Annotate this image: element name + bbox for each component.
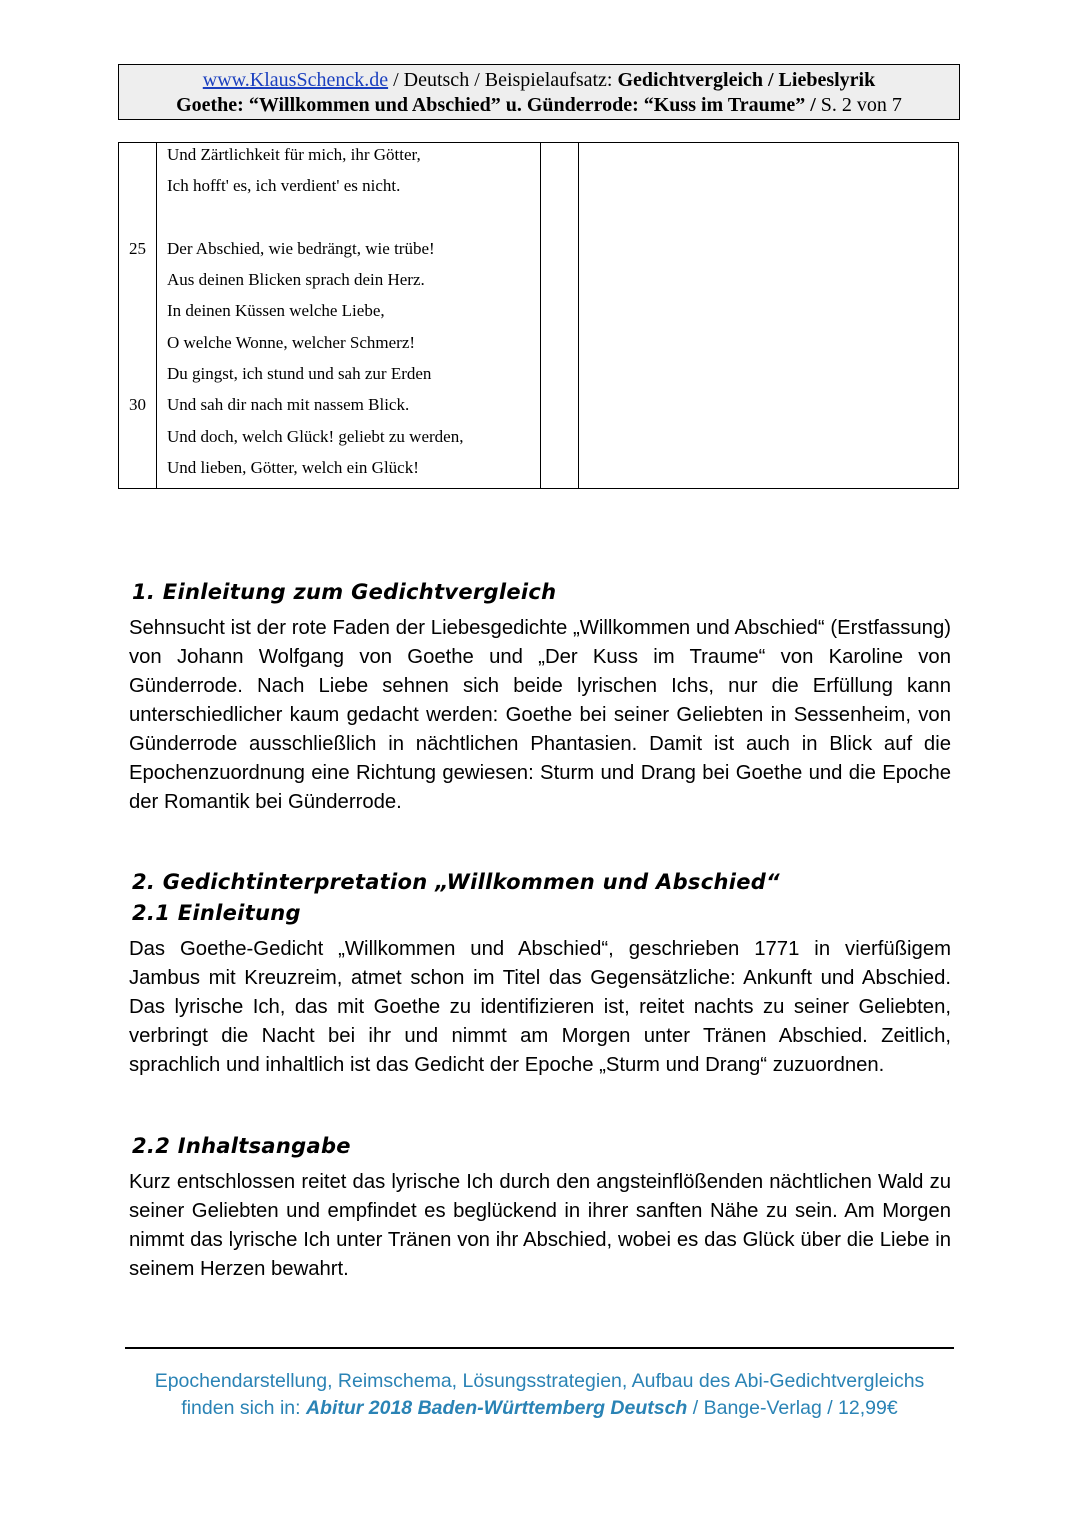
poem-table [118, 142, 959, 489]
footer-suffix: / Bange-Verlag / 12,99€ [687, 1397, 898, 1419]
poem-line: Der Abschied, wie bedrängt, wie trübe! [167, 238, 435, 258]
section-2-2-text: Kurz entschlossen reitet das lyrische Ich durch den angsteinflößenden nächtlichen Wald zu seiner Geliebten und empfindet es beglückend in ihrer sanften Nähe zu sein. Am Morgen nimmt das lyrische Ich unter Tränen von ihr Abschied, wobei es das Glück über die Liebe in seinem Herzen bewahrt. [129, 1171, 951, 1280]
line-number [119, 362, 156, 393]
section-1-text: Sehnsucht ist der rote Faden der Liebesgedichte „Willkommen und Abschied“ (Erstfassung) von Johann Wolfgang von Goethe und „Der Kuss im Traume“ von Karoline von Günderrode. Nach Liebe sehnen sich beide lyrischen Ichs, nur die Erfüllung kann unterschiedlicher kaum gedacht werden: Goethe bei seiner Geliebten in Sessenheim, von Günderrode ausschließlich in nächtlichen Phantasien. Damit ist auch in Blick auf die Epochenzuordnung eine Richtung gewiesen: Sturm und Drang bei Goethe und die Epoche der Romantik bei Günderrode. [129, 617, 951, 813]
line-number: 25 [129, 238, 146, 258]
footer-line-1: Epochendarstellung, Reimschema, Lösungsstrategien, Aufbau des Abi-Gedichtvergleichs [154, 1370, 925, 1392]
line-number [119, 174, 156, 205]
poem-line: O welche Wonne, welcher Schmerz! [167, 332, 416, 352]
line-number [119, 299, 156, 330]
line-number: 30 [129, 395, 146, 415]
line-number [119, 268, 156, 299]
poem-line: Du gingst, ich stund und sah zur Erden [167, 364, 432, 384]
footer-prefix: finden sich in: [181, 1397, 306, 1419]
line-number [119, 206, 156, 237]
poem-line: Und sah dir nach mit nassem Blick. [167, 395, 410, 415]
line-number [119, 331, 156, 362]
footer-line-2 [125, 1395, 954, 1422]
header-line-2 [119, 93, 959, 118]
line-number [119, 456, 156, 487]
line-number-column [119, 143, 157, 489]
poem-line [157, 206, 540, 237]
section-1-heading: 1. Einleitung zum Gedichtvergleich [132, 580, 557, 604]
section-2-heading: 2. Gedichtinterpretation „Willkommen und Abschied“ [132, 870, 780, 894]
section-2-2-heading: 2.2 Inhaltsangabe [132, 1134, 351, 1158]
poem-line: Und Zärtlichkeit für mich, ihr Götter, [167, 145, 421, 164]
footer-book-title: Abitur 2018 Baden-Württemberg Deutsch [305, 1397, 688, 1419]
notes-column [579, 143, 959, 489]
empty-column [541, 143, 579, 489]
poem-text-column [157, 143, 541, 489]
site-link[interactable]: www.KlausSchenck.de [202, 69, 389, 91]
section-2-1-text: Das Goethe-Gedicht „Willkommen und Abschied“, geschrieben 1771 in vierfüßigem Jambus mit Kreuzreim, atmet schon im Titel das Gegensätzliche: Ankunft und Abschied. Das lyrische Ich, das mit Goethe zu identifizieren ist, reitet nachts zu seiner Geliebten, verbringt die Nacht bei ihr und nimmt am Morgen unter Tränen Abschied. Zeitlich, sprachlich und inhaltlich ist das Gedicht der Epoche „Sturm und Drang“ zuzuordnen. [129, 938, 951, 1076]
header-topic: Gedichtvergleich / Liebeslyrik [617, 69, 876, 91]
footer-divider [125, 1347, 954, 1349]
header-page-info: S. 2 von 7 [815, 94, 902, 116]
line-number [119, 143, 156, 174]
header-path: / Deutsch / Beispielaufsatz: [388, 69, 618, 91]
header-line-1 [119, 68, 959, 93]
section-2-1-heading: 2.1 Einleitung [132, 901, 301, 925]
poem-line: Aus deinen Blicken sprach dein Herz. [167, 270, 425, 290]
line-number [119, 425, 156, 456]
poem-line: Und doch, welch Glück! geliebt zu werden, [167, 426, 464, 446]
footer [125, 1368, 954, 1422]
poem-line: In deinen Küssen welche Liebe, [167, 301, 385, 321]
poem-line: Und lieben, Götter, welch ein Glück! [167, 457, 419, 477]
poem-line: Ich hofft' es, ich verdient' es nicht. [167, 176, 401, 196]
page-header [118, 64, 960, 120]
header-title: Goethe: “Willkommen und Abschied” u. Günderrode: “Kuss im Traume” / [176, 94, 816, 116]
